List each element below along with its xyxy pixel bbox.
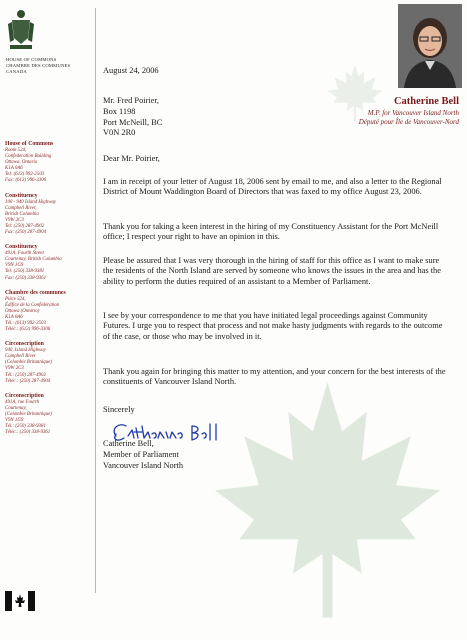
mp-name: Catherine Bell bbox=[393, 96, 459, 107]
office-addresses bbox=[5, 141, 91, 444]
recipient-line: Port McNeill, BC bbox=[103, 117, 163, 127]
address-line: 100 - 940 Island Highway bbox=[5, 199, 57, 205]
address-line: V9W 2C3 bbox=[5, 217, 24, 223]
paragraph-hiring: Please be assured that I was very thorough in the hiring of staff for this office as I want to make sure the residents of the North Island are served by someone who knows the issues in the area and has the ability to perform the duties required of an assistant to a Member of Parliament. bbox=[103, 256, 441, 286]
recipient-address bbox=[103, 96, 162, 139]
address-line: Tel: (250) 338-9381 bbox=[5, 269, 45, 275]
address-line: Fax: (250) 287-4904 bbox=[5, 230, 47, 236]
address-line: Room 524, bbox=[5, 148, 27, 153]
address-title: Constituency bbox=[5, 244, 38, 251]
address-line: Fax: (250) 338-9361 bbox=[5, 275, 47, 281]
salutation: Dear Mr. Poirier, bbox=[103, 154, 160, 163]
mp-title-fr: Député pour Île de Vancouver-Nord bbox=[358, 118, 459, 126]
address-block-ottawa bbox=[5, 141, 91, 185]
maple-leaf-watermark-large bbox=[205, 370, 450, 630]
address-line: Édifice de la Confédération bbox=[5, 302, 60, 308]
house-of-commons-heading bbox=[6, 57, 70, 76]
house-line: HOUSE OF COMMONS bbox=[6, 57, 57, 62]
address-line: 940, Island Highway bbox=[5, 348, 46, 354]
coat-of-arms-icon bbox=[6, 8, 36, 52]
address-block-circonscription-2 bbox=[5, 393, 91, 437]
address-line: Courtenay, British Columbia bbox=[5, 257, 62, 263]
address-line: K1A 0A6 bbox=[5, 166, 23, 172]
mp-title bbox=[359, 109, 459, 127]
house-line: CHAMBRE DES COMMUNES bbox=[6, 63, 71, 69]
address-line: K1A 0A6 bbox=[5, 314, 23, 320]
address-line: 491A, rue Fourth bbox=[5, 399, 40, 405]
address-block-circonscription-1 bbox=[5, 341, 91, 385]
signer-title: Member of Parliament bbox=[103, 449, 179, 459]
margin-divider bbox=[95, 8, 96, 593]
portrait-icon bbox=[398, 4, 462, 88]
signer-block bbox=[103, 439, 183, 471]
address-line: Campbell River, bbox=[5, 205, 37, 211]
paragraph-receipt: I am in receipt of your letter of August 18, 2006 sent by email to me, and also a letter to the Regional District of Mount Waddington Board of Directors that was faxed to my office August 23, 2006. bbox=[103, 177, 442, 197]
address-line: Fax: (613) 996-3306 bbox=[5, 178, 47, 184]
address-line: Tél.: (250) 287-4902 bbox=[5, 372, 46, 378]
address-title: Circonscription bbox=[5, 392, 44, 399]
recipient-line: Mr. Fred Poirier, bbox=[103, 96, 159, 105]
address-line: Tél.: (250) 338-9381 bbox=[5, 424, 46, 430]
address-block-chambre bbox=[5, 290, 91, 334]
address-line: Tel: (250) 287-4902 bbox=[5, 223, 45, 229]
address-line: British Columbia bbox=[5, 211, 39, 217]
canada-flag-icon bbox=[5, 591, 35, 611]
address-line: 491A, Fourth Street bbox=[5, 251, 44, 257]
address-line: Campbell River bbox=[5, 354, 36, 360]
address-line: (Colombie Britannique) bbox=[5, 411, 52, 417]
paragraph-thanks: Thank you for taking a keen interest in the hiring of my Constituency Assistant for the Port McNeill office; I respect your right to have an opinion in this. bbox=[103, 222, 439, 242]
mp-portrait-photo bbox=[398, 4, 462, 88]
address-line: Téléc.: (613) 996-3306 bbox=[5, 327, 51, 333]
address-line: Courtenay, bbox=[5, 405, 27, 411]
address-line: Téléc.: (250) 287-4904 bbox=[5, 378, 51, 384]
address-line: Confederation Building bbox=[5, 154, 52, 160]
signer-riding: Vancouver Island North bbox=[103, 460, 184, 470]
recipient-line: V0N 2R0 bbox=[103, 128, 136, 138]
mp-title-en: M.P. for Vancouver Island North bbox=[367, 109, 459, 117]
address-block-campbell-river bbox=[5, 193, 91, 237]
paragraph-legal: I see by your correspondence to me that you have initiated legal proceedings against Community Futures. I urge you to respect that process and not make hasty judgments with regards to the outcome of the case, or those who may be involved in it. bbox=[103, 311, 443, 341]
house-line: CANADA bbox=[6, 69, 27, 75]
address-line: V9W 2C3 bbox=[5, 366, 24, 372]
recipient-line: Box 1198 bbox=[103, 106, 136, 116]
address-line: Téléc.: (250) 338-9361 bbox=[5, 430, 51, 436]
paragraph-closing: Thank you again for bringing this matter to my attention, and your concern for the best interests of the constituents of Vancouver Island North. bbox=[103, 367, 446, 387]
signer-name: Catherine Bell, bbox=[103, 439, 154, 448]
address-line: V9N 1G9 bbox=[5, 263, 24, 269]
address-title: Chambre des communes bbox=[5, 289, 66, 296]
address-title: House of Commons bbox=[5, 141, 54, 147]
address-line: V9N 1G9 bbox=[5, 418, 24, 423]
address-line: Ottawa (Ontario) bbox=[5, 308, 40, 314]
address-title: Circonscription bbox=[5, 341, 44, 348]
letter-date: August 24, 2006 bbox=[103, 66, 159, 75]
address-line: (Colombie Britannique) bbox=[5, 360, 52, 366]
address-line: Ottawa, Ontario bbox=[5, 160, 38, 166]
address-line: Pièce 524, bbox=[5, 296, 26, 302]
address-line: Tel: (613) 992-2503 bbox=[5, 172, 45, 178]
closing-sincerely: Sincerely bbox=[103, 405, 135, 414]
address-line: Tél.: (613) 992-2503 bbox=[5, 320, 46, 326]
address-block-courtenay bbox=[5, 244, 91, 281]
address-title: Constituency bbox=[5, 192, 38, 199]
